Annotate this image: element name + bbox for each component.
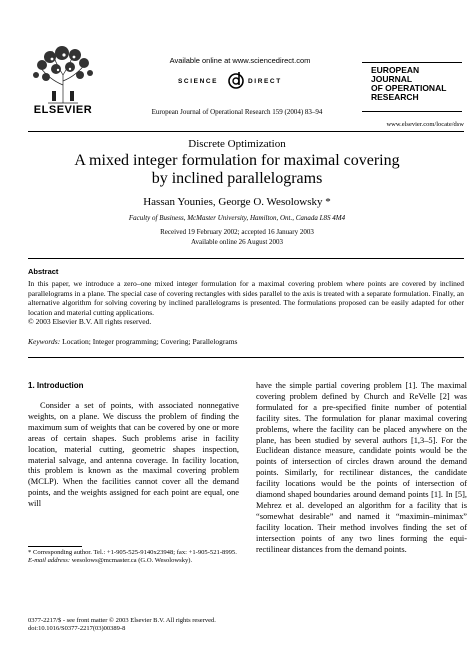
doi-line[interactable]: doi:10.1016/S0377-2217(03)00389-8: [28, 625, 126, 632]
abstract-paragraph: In this paper, we introduce a zero–one mixed integer formulation for a maximal covering problem where points are covered by inclined parallelograms in a plane. The special case of covering rectangles with sides parallel to the axis is treated with a separate formulation. Finally, an alternative algorithm for solving covering by inclined parallelograms is presented. The formulations proposed can be easily adapted for other location and material cutting applications.: [28, 279, 464, 317]
abstract-body: [28, 279, 464, 327]
journal-reference: European Journal of Operational Research 159 (2004) 83–94: [151, 108, 323, 116]
keywords: [28, 337, 464, 346]
journal-name-line: JOURNAL: [371, 74, 413, 84]
article-dates: [0, 227, 474, 247]
journal-name-line: RESEARCH: [371, 92, 419, 102]
sd-left-word: SCIENCE: [178, 78, 219, 85]
footnote-rule: [28, 546, 82, 547]
journal-name-line: EUROPEAN: [371, 65, 420, 75]
publisher-name: ELSEVIER: [33, 104, 93, 116]
intro-paragraph-continued: have the simple partial covering problem [1]. The maximal covering problem defined by Church and ReVelle [2] was formulated for a pre-specified finite number of potential facility sites. The formulation for planar maximal covering problems, where the facility can be placed anywhere on the plane, has been studied by several authors [1,3–5]. For the Euclidean distance measure, candidate points would be the points of intersection of circles drawn around the demand points. Similarly, for rectilinear distances, the candidate facility locations would be the points of intersection of diamond shaped boundaries around demand points [1]. In [5], Mehrez et al. developed an algorithm for a facility that is “somewhat desirable” and named it “maximin–minimax” facility location. Their method involves finding the set of intersection points of any two lines forming the equi-rectilinear distances from the demand points.: [256, 381, 467, 554]
intro-left-column: [28, 401, 239, 510]
journal-name-line: OF OPERATIONAL: [371, 83, 447, 93]
footnote: [28, 549, 239, 566]
title-line: by inclined parallelograms: [151, 170, 323, 187]
intro-paragraph: Consider a set of points, with associated nonnegative weights, on a plane. We discuss the problem of finding the maximum sum of weights that can be covered by one or more areas of certain shapes. Such problems arise in facility location, material cutting, geometric shapes inspection, material salvage, and antenna coverage. In facility location, this problem is known as the maximal covering problem (MCLP). When the facilities cannot cover all the demand points, and the weights assigned for each point are equal, one will: [28, 401, 239, 509]
title-line: A mixed integer formulation for maximal covering: [74, 152, 400, 169]
abstract-bottom-rule: [28, 357, 464, 358]
available-date: Available online 26 August 2003: [190, 238, 284, 246]
section-heading-introduction: 1. Introduction: [28, 381, 84, 390]
abstract-copyright: © 2003 Elsevier B.V. All rights reserved.: [28, 317, 152, 327]
journal-name: [371, 66, 459, 102]
available-online: Available online at www.sciencedirect.com: [169, 56, 311, 65]
email-note: [28, 557, 239, 565]
keywords-label: Keywords:: [28, 337, 61, 346]
email-value[interactable]: wesolows@mcmaster.ca (G.O. Wesolowsky).: [71, 557, 193, 565]
article-identifiers: [28, 617, 328, 633]
corresponding-author-note: * Corresponding author. Tel.: +1-905-525-9140x23948; fax: +1-905-521-8995.: [28, 549, 237, 556]
header-rule: [28, 131, 464, 132]
article-section: Discrete Optimization: [188, 138, 286, 150]
sd-right-word: DIRECT: [248, 78, 282, 85]
abstract-heading: Abstract: [28, 267, 59, 276]
article-title: [40, 152, 434, 188]
sciencedirect-logo: [170, 70, 320, 94]
issn-line: 0377-2217/$ - see front matter © 2003 Elsevier B.V. All rights reserved.: [28, 617, 216, 624]
keywords-list: Location; Integer programming; Covering; Parallelograms: [62, 337, 238, 346]
received-date: Received 19 February 2002; accepted 16 January 2003: [160, 228, 314, 236]
sciencedirect-d-icon: [227, 70, 245, 90]
elsevier-tree-logo: [28, 45, 98, 105]
article-authors: Hassan Younies, George O. Wesolowsky *: [143, 196, 331, 208]
journal-website[interactable]: www.elsevier.com/locate/dsw: [386, 121, 464, 128]
author-affiliation: Faculty of Business, McMaster University, Hamilton, Ont., Canada L8S 4M4: [128, 214, 346, 222]
abstract-top-rule: [28, 258, 464, 259]
intro-right-column: [256, 381, 467, 556]
email-label: E-mail address:: [28, 557, 71, 565]
